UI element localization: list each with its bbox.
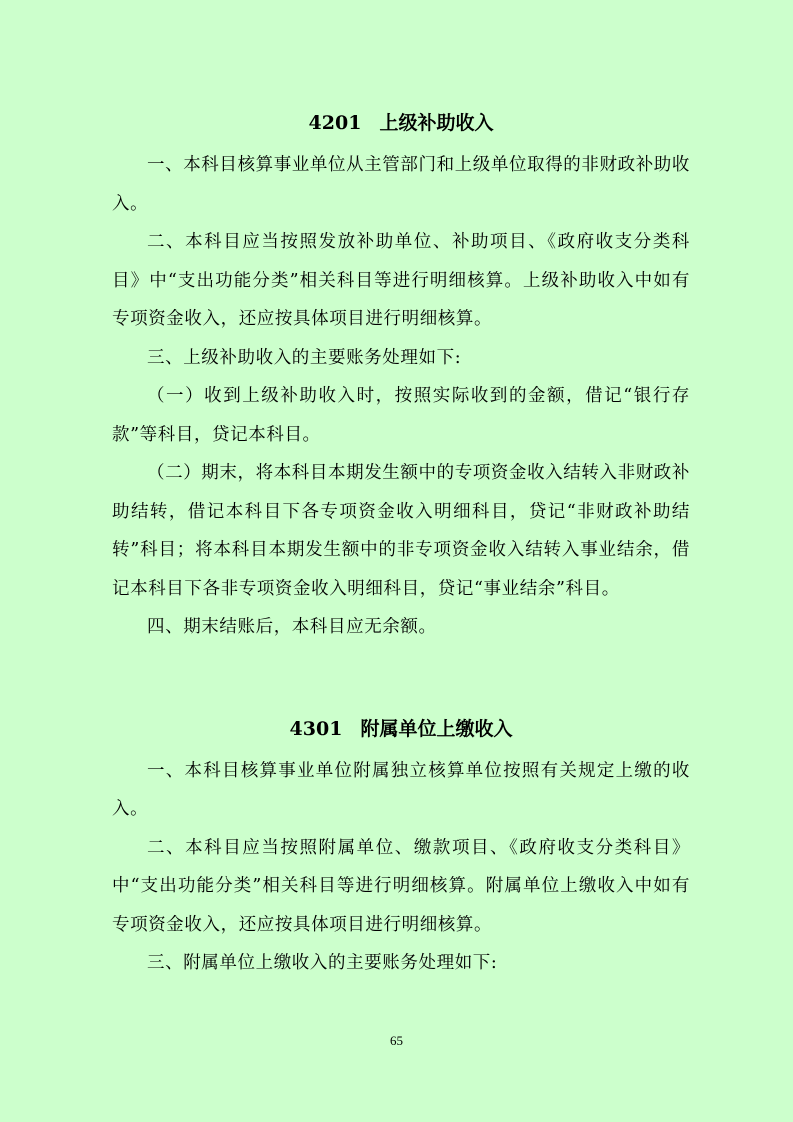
section-heading (112, 706, 690, 752)
page-number: 65 (390, 1033, 403, 1048)
paragraph: 三、附属单位上缴收入的主要账务处理如下: (147, 953, 498, 973)
account-code: 4301 (289, 717, 343, 740)
paragraph: 二、本科目应当按照发放补助单位、补助项目、《政府收支分类科目》中“支出功能分类”相关科目等进行明细核算。上级补助收入中如有专项资金收入，还应按具体项目进行明细核算。 (112, 232, 690, 329)
section-4201 (112, 100, 690, 647)
section-heading (112, 100, 690, 146)
document-page (112, 100, 690, 983)
account-title: 附属单位上缴收入 (360, 717, 513, 740)
section-spacer (112, 647, 690, 706)
paragraph: 一、本科目核算事业单位附属独立核算单位按照有关规定上缴的收入。 (112, 760, 690, 819)
section-4301 (112, 706, 690, 983)
paragraph: （一）收到上级补助收入时，按照实际收到的金额，借记“银行存款”等科目，贷记本科目。 (112, 386, 690, 445)
paragraph: 一、本科目核算事业单位从主管部门和上级单位取得的非财政补助收入。 (112, 155, 690, 214)
account-title: 上级补助收入 (379, 112, 494, 134)
account-code: 4201 (308, 112, 362, 134)
paragraph: 二、本科目应当按照附属单位、缴款项目、《政府收支分类科目》中“支出功能分类”相关科目等进行明细核算。附属单位上缴收入中如有专项资金收入，还应按具体项目进行明细核算。 (112, 837, 690, 935)
paragraph: 三、上级补助收入的主要账务处理如下: (147, 347, 462, 368)
paragraph: （二）期末，将本科目本期发生额中的专项资金收入结转入非财政补助结转，借记本科目下各专项资金收入明细科目，贷记“非财政补助结转”科目；将本科目本期发生额中的非专项资金收入结转入事业结余，借记本科目下各非专项资金收入明细科目，贷记“事业结余”科目。 (112, 463, 690, 599)
paragraph: 四、期末结账后，本科目应无余额。 (147, 617, 437, 637)
